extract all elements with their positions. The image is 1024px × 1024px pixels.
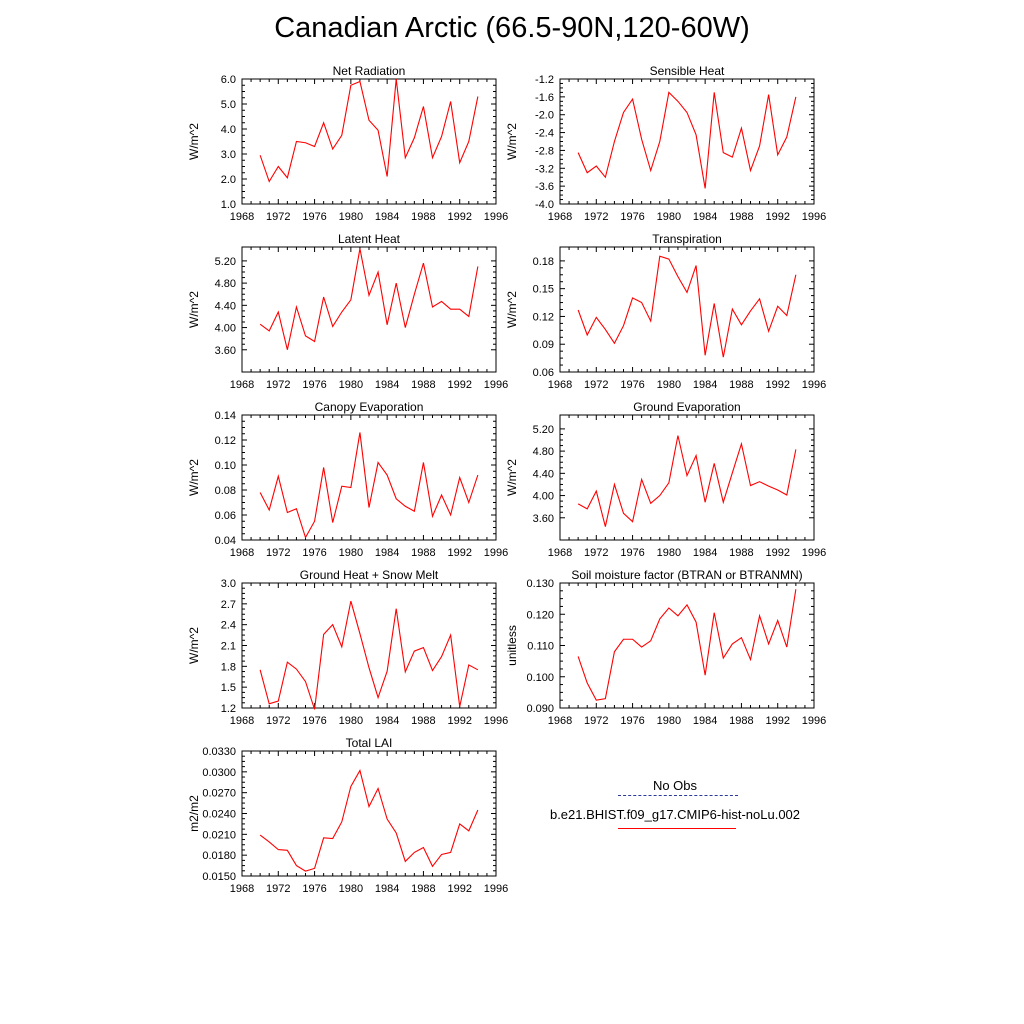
x-tick-label: 1976 xyxy=(620,547,645,559)
x-tick-label: 1992 xyxy=(447,379,472,391)
y-tick-label: 0.0300 xyxy=(202,766,236,779)
x-tick-label: 1980 xyxy=(656,379,682,391)
series-line xyxy=(260,433,478,538)
x-tick-label: 1980 xyxy=(338,883,364,895)
x-tick-label: 1972 xyxy=(266,547,291,559)
y-tick-label: 5.0 xyxy=(220,99,236,111)
x-tick-label: 1976 xyxy=(302,715,327,727)
x-tick-label: 1972 xyxy=(584,379,609,391)
y-tick-label: 0.18 xyxy=(532,255,554,268)
y-tick-label: 0.15 xyxy=(532,283,554,296)
y-tick-label: 0.08 xyxy=(214,485,236,497)
chart-panel-8 xyxy=(505,568,826,727)
x-tick-label: 1968 xyxy=(547,211,573,223)
x-tick-label: 1976 xyxy=(302,883,327,895)
y-tick-label: 0.130 xyxy=(526,578,554,590)
y-tick-label: 4.00 xyxy=(214,322,236,335)
x-tick-label: 1972 xyxy=(266,211,291,223)
y-tick-label: 4.40 xyxy=(532,468,554,481)
y-tick-label: 1.0 xyxy=(220,199,236,211)
y-tick-label: 0.12 xyxy=(214,435,236,447)
y-tick-label: 3.60 xyxy=(214,344,236,357)
x-tick-label: 1996 xyxy=(801,715,827,727)
x-tick-label: 1984 xyxy=(374,883,400,895)
x-tick-label: 1992 xyxy=(447,547,472,559)
series-line xyxy=(260,770,478,871)
x-tick-label: 1980 xyxy=(656,211,682,223)
y-tick-label: 2.0 xyxy=(220,174,236,186)
y-tick-label: 4.80 xyxy=(214,278,236,291)
x-tick-label: 1988 xyxy=(411,547,436,559)
x-tick-label: 1968 xyxy=(547,379,573,391)
series-line xyxy=(260,601,478,709)
chart-panel-6 xyxy=(505,400,826,559)
x-tick-label: 1968 xyxy=(229,379,255,391)
chart-panel-1 xyxy=(187,64,508,223)
x-tick-label: 1972 xyxy=(266,883,291,895)
y-tick-label: 0.10 xyxy=(214,460,236,472)
y-tick-label: 0.0240 xyxy=(202,808,236,821)
chart-panel-9 xyxy=(187,736,508,895)
y-tick-label: 4.0 xyxy=(220,124,236,136)
x-tick-label: 1988 xyxy=(411,883,436,895)
y-tick-label: 0.0180 xyxy=(202,850,236,863)
y-tick-label: 5.20 xyxy=(532,423,554,436)
y-tick-label: -1.2 xyxy=(535,74,554,86)
y-tick-label: 0.12 xyxy=(532,311,554,324)
chart-title: Soil moisture factor (BTRAN or BTRANMN) xyxy=(571,568,803,582)
chart-title: Transpiration xyxy=(652,232,722,246)
series-line xyxy=(578,436,796,527)
x-tick-label: 1984 xyxy=(374,379,400,391)
y-axis-label: W/m^2 xyxy=(187,627,201,664)
x-tick-label: 1968 xyxy=(229,883,255,895)
x-tick-label: 1972 xyxy=(584,547,609,559)
x-tick-label: 1984 xyxy=(692,379,718,391)
plot-frame xyxy=(560,583,814,708)
y-tick-label: 3.0 xyxy=(220,578,236,590)
y-axis-label: m2/m2 xyxy=(187,795,201,832)
x-tick-label: 1996 xyxy=(801,547,827,559)
x-tick-label: 1992 xyxy=(765,211,790,223)
chart-title: Sensible Heat xyxy=(649,64,725,78)
y-tick-label: 0.110 xyxy=(527,640,554,653)
x-tick-label: 1996 xyxy=(483,715,509,727)
series-line xyxy=(260,249,478,350)
y-tick-label: -3.6 xyxy=(535,181,554,194)
plot-frame xyxy=(242,415,496,540)
legend-obs-swatch xyxy=(520,793,830,807)
x-tick-label: 1980 xyxy=(338,547,364,559)
x-tick-label: 1980 xyxy=(656,547,682,559)
x-tick-label: 1996 xyxy=(801,211,827,223)
x-tick-label: 1972 xyxy=(584,211,609,223)
legend-model-swatch xyxy=(520,822,830,836)
y-tick-label: 0.09 xyxy=(532,339,554,352)
y-axis-label: W/m^2 xyxy=(187,291,201,328)
x-tick-label: 1984 xyxy=(374,547,400,559)
x-tick-label: 1992 xyxy=(447,883,472,895)
x-tick-label: 1972 xyxy=(584,715,609,727)
x-tick-label: 1988 xyxy=(411,379,436,391)
x-tick-label: 1992 xyxy=(447,211,472,223)
y-axis-label: W/m^2 xyxy=(505,291,519,328)
x-tick-label: 1968 xyxy=(229,211,255,223)
y-tick-label: 1.2 xyxy=(220,703,236,715)
legend-model-label: b.e21.BHIST.f09_g17.CMIP6-hist-noLu.002 xyxy=(549,807,801,822)
y-tick-label: 2.7 xyxy=(220,598,236,611)
x-tick-label: 1980 xyxy=(338,211,364,223)
y-tick-label: 3.0 xyxy=(220,149,236,161)
chart-panel-4 xyxy=(505,232,826,391)
chart-panel-5 xyxy=(187,400,508,559)
y-tick-label: -3.2 xyxy=(535,163,554,176)
x-tick-label: 1976 xyxy=(620,715,645,727)
y-tick-label: 0.0270 xyxy=(202,787,236,800)
y-tick-label: 0.14 xyxy=(214,410,236,422)
x-tick-label: 1968 xyxy=(547,547,573,559)
y-tick-label: 4.00 xyxy=(532,490,554,503)
x-tick-label: 1980 xyxy=(338,715,364,727)
x-tick-label: 1996 xyxy=(483,211,509,223)
y-tick-label: 0.06 xyxy=(532,367,554,379)
x-tick-label: 1984 xyxy=(374,211,400,223)
chart-title: Canopy Evaporation xyxy=(314,400,424,414)
y-tick-label: -2.8 xyxy=(535,145,554,158)
plot-frame xyxy=(560,247,814,372)
x-tick-label: 1988 xyxy=(729,547,754,559)
chart-panel-7 xyxy=(187,568,508,727)
y-axis-label: W/m^2 xyxy=(505,459,519,496)
series-line xyxy=(578,589,796,700)
x-tick-label: 1976 xyxy=(302,547,327,559)
series-line xyxy=(578,256,796,357)
x-tick-label: 1988 xyxy=(411,715,436,727)
x-tick-label: 1976 xyxy=(302,211,327,223)
x-tick-label: 1976 xyxy=(302,379,327,391)
y-tick-label: 0.06 xyxy=(214,510,236,522)
chart-title: Total LAI xyxy=(345,736,393,750)
y-tick-label: 4.40 xyxy=(214,300,236,313)
x-tick-label: 1992 xyxy=(447,715,472,727)
chart-title: Net Radiation xyxy=(332,64,406,78)
x-tick-label: 1984 xyxy=(692,547,718,559)
y-tick-label: 0.090 xyxy=(526,703,554,715)
legend-obs-label: No Obs xyxy=(652,778,698,793)
x-tick-label: 1992 xyxy=(765,715,790,727)
y-tick-label: 0.0330 xyxy=(202,746,236,758)
y-tick-label: 0.120 xyxy=(526,609,554,622)
y-tick-label: 0.0150 xyxy=(202,871,236,883)
y-tick-label: 1.5 xyxy=(220,682,236,695)
y-axis-label: W/m^2 xyxy=(187,123,201,160)
x-tick-label: 1996 xyxy=(483,883,509,895)
x-tick-label: 1984 xyxy=(374,715,400,727)
y-tick-label: 0.04 xyxy=(214,535,236,547)
chart-title: Ground Evaporation xyxy=(633,400,741,414)
y-tick-label: 0.100 xyxy=(526,671,554,684)
y-tick-label: 5.20 xyxy=(214,255,236,268)
series-line xyxy=(260,79,478,182)
y-axis-label: W/m^2 xyxy=(505,123,519,160)
x-tick-label: 1972 xyxy=(266,379,291,391)
x-tick-label: 1992 xyxy=(765,547,790,559)
x-tick-label: 1996 xyxy=(801,379,827,391)
x-tick-label: 1988 xyxy=(411,211,436,223)
chart-panel-2 xyxy=(505,64,826,223)
x-tick-label: 1988 xyxy=(729,715,754,727)
y-tick-label: 1.8 xyxy=(220,661,236,674)
y-tick-label: 2.4 xyxy=(220,619,236,632)
x-tick-label: 1988 xyxy=(729,211,754,223)
x-tick-label: 1968 xyxy=(547,715,573,727)
x-tick-label: 1988 xyxy=(729,379,754,391)
y-tick-label: 3.60 xyxy=(532,512,554,525)
x-tick-label: 1968 xyxy=(229,547,255,559)
x-tick-label: 1976 xyxy=(620,211,645,223)
plot-frame xyxy=(242,79,496,204)
x-tick-label: 1992 xyxy=(765,379,790,391)
x-tick-label: 1996 xyxy=(483,547,509,559)
x-tick-label: 1984 xyxy=(692,715,718,727)
y-tick-label: -4.0 xyxy=(535,199,554,211)
x-tick-label: 1980 xyxy=(338,379,364,391)
chart-title: Ground Heat + Snow Melt xyxy=(299,568,439,582)
y-tick-label: -2.4 xyxy=(535,127,554,140)
y-tick-label: 0.0210 xyxy=(202,829,236,842)
x-tick-label: 1972 xyxy=(266,715,291,727)
y-axis-label: W/m^2 xyxy=(187,459,201,496)
x-tick-label: 1980 xyxy=(656,715,682,727)
legend xyxy=(520,778,830,836)
page-title: Canadian Arctic (66.5-90N,120-60W) xyxy=(274,12,750,44)
x-tick-label: 1984 xyxy=(692,211,718,223)
x-tick-label: 1976 xyxy=(620,379,645,391)
chart-title: Latent Heat xyxy=(337,232,401,246)
y-tick-label: 6.0 xyxy=(220,74,236,86)
y-tick-label: -2.0 xyxy=(535,109,554,122)
y-tick-label: 2.1 xyxy=(220,640,236,653)
plot-frame xyxy=(560,415,814,540)
x-tick-label: 1968 xyxy=(229,715,255,727)
plot-frame xyxy=(242,751,496,876)
y-tick-label: -1.6 xyxy=(535,91,554,104)
chart-panel-3 xyxy=(187,232,508,391)
y-axis-label: unitless xyxy=(505,625,519,666)
series-line xyxy=(578,92,796,188)
y-tick-label: 4.80 xyxy=(532,446,554,459)
x-tick-label: 1996 xyxy=(483,379,509,391)
